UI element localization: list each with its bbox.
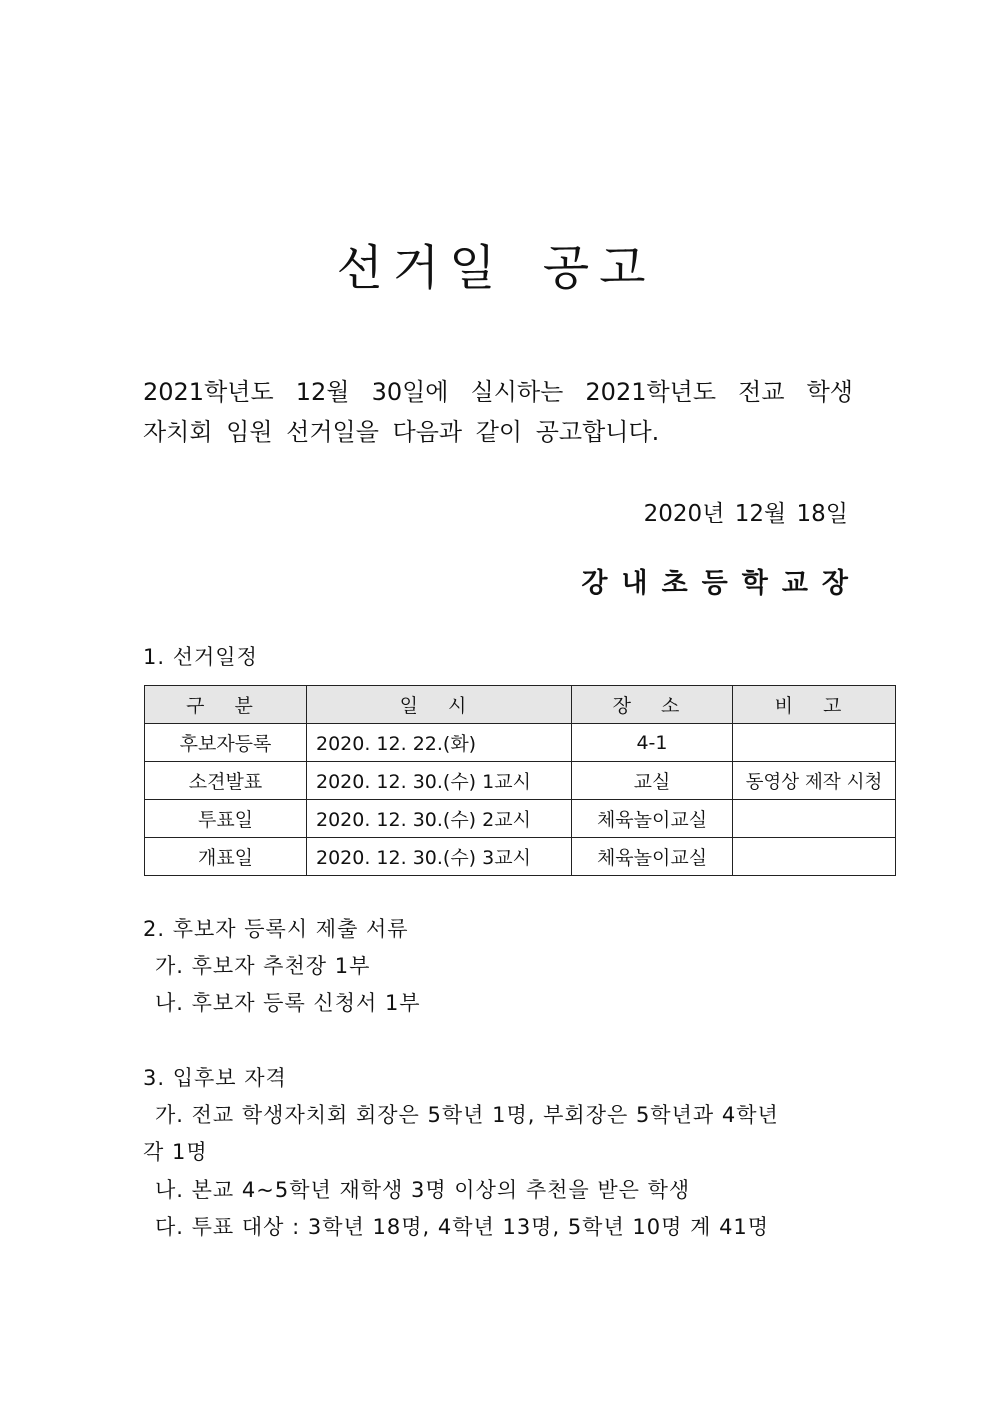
table-cell: 교실 bbox=[572, 762, 733, 800]
table-header-row bbox=[145, 686, 896, 724]
table-cell: 소견발표 bbox=[145, 762, 307, 800]
document-title: 선거일 공고 bbox=[336, 240, 656, 296]
intro-line-1: 2021학년도 12월 30일에 실시하는 2021학년도 전교 학생 bbox=[143, 378, 853, 406]
list-item-continuation bbox=[143, 1137, 855, 1167]
table-row bbox=[145, 838, 896, 876]
table-cell: 2020. 12. 30.(수) 1교시 bbox=[307, 762, 572, 800]
table-cell: 4-1 bbox=[572, 724, 733, 762]
table-row bbox=[145, 724, 896, 762]
list-item-text: 나. 후보자 등록 신청서 1부 bbox=[155, 991, 421, 1015]
section-1-title: 1. 선거일정 bbox=[143, 645, 258, 669]
list-item bbox=[143, 1100, 855, 1130]
table-cell bbox=[733, 724, 896, 762]
table-cell: 동영상 제작 시청 bbox=[733, 762, 896, 800]
intro-paragraph bbox=[143, 372, 853, 452]
table-row bbox=[145, 762, 896, 800]
list-item bbox=[143, 988, 855, 1018]
list-item-text: 나. 본교 4~5학년 재학생 3명 이상의 추천을 받은 학생 bbox=[155, 1178, 691, 1202]
list-item bbox=[143, 1212, 855, 1242]
table-cell bbox=[733, 800, 896, 838]
table-cell: 2020. 12. 30.(수) 3교시 bbox=[307, 838, 572, 876]
list-item-text: 다. 투표 대상 : 3학년 18명, 4학년 13명, 5학년 10명 계 41명 bbox=[155, 1215, 770, 1239]
election-schedule-table bbox=[144, 685, 896, 876]
table-cell: 2020. 12. 30.(수) 2교시 bbox=[307, 800, 572, 838]
announcement-date: 2020년 12월 18일 bbox=[643, 501, 848, 527]
column-header: 비 고 bbox=[733, 686, 896, 724]
list-item-text: 각 1명 bbox=[143, 1140, 208, 1164]
list-item bbox=[143, 1175, 855, 1205]
signer-name: 강내초등학교장 bbox=[581, 568, 862, 599]
table-cell bbox=[733, 838, 896, 876]
table-cell: 개표일 bbox=[145, 838, 307, 876]
column-header: 구 분 bbox=[145, 686, 307, 724]
list-item-text: 가. 후보자 추천장 1부 bbox=[155, 954, 371, 978]
table-row bbox=[145, 800, 896, 838]
list-item-text: 가. 전교 학생자치회 회장은 5학년 1명, 부회장은 5학년과 4학년 bbox=[155, 1103, 779, 1127]
table-cell: 체육놀이교실 bbox=[572, 838, 733, 876]
table-cell: 2020. 12. 22.(화) bbox=[307, 724, 572, 762]
column-header: 장 소 bbox=[572, 686, 733, 724]
table-cell: 체육놀이교실 bbox=[572, 800, 733, 838]
list-item bbox=[143, 951, 855, 981]
table-cell: 후보자등록 bbox=[145, 724, 307, 762]
intro-line-2: 자치회 임원 선거일을 다음과 같이 공고합니다. bbox=[143, 418, 660, 446]
column-header: 일 시 bbox=[307, 686, 572, 724]
section-2-title: 2. 후보자 등록시 제출 서류 bbox=[143, 917, 409, 941]
section-3-title: 3. 입후보 자격 bbox=[143, 1066, 287, 1090]
table-cell: 투표일 bbox=[145, 800, 307, 838]
